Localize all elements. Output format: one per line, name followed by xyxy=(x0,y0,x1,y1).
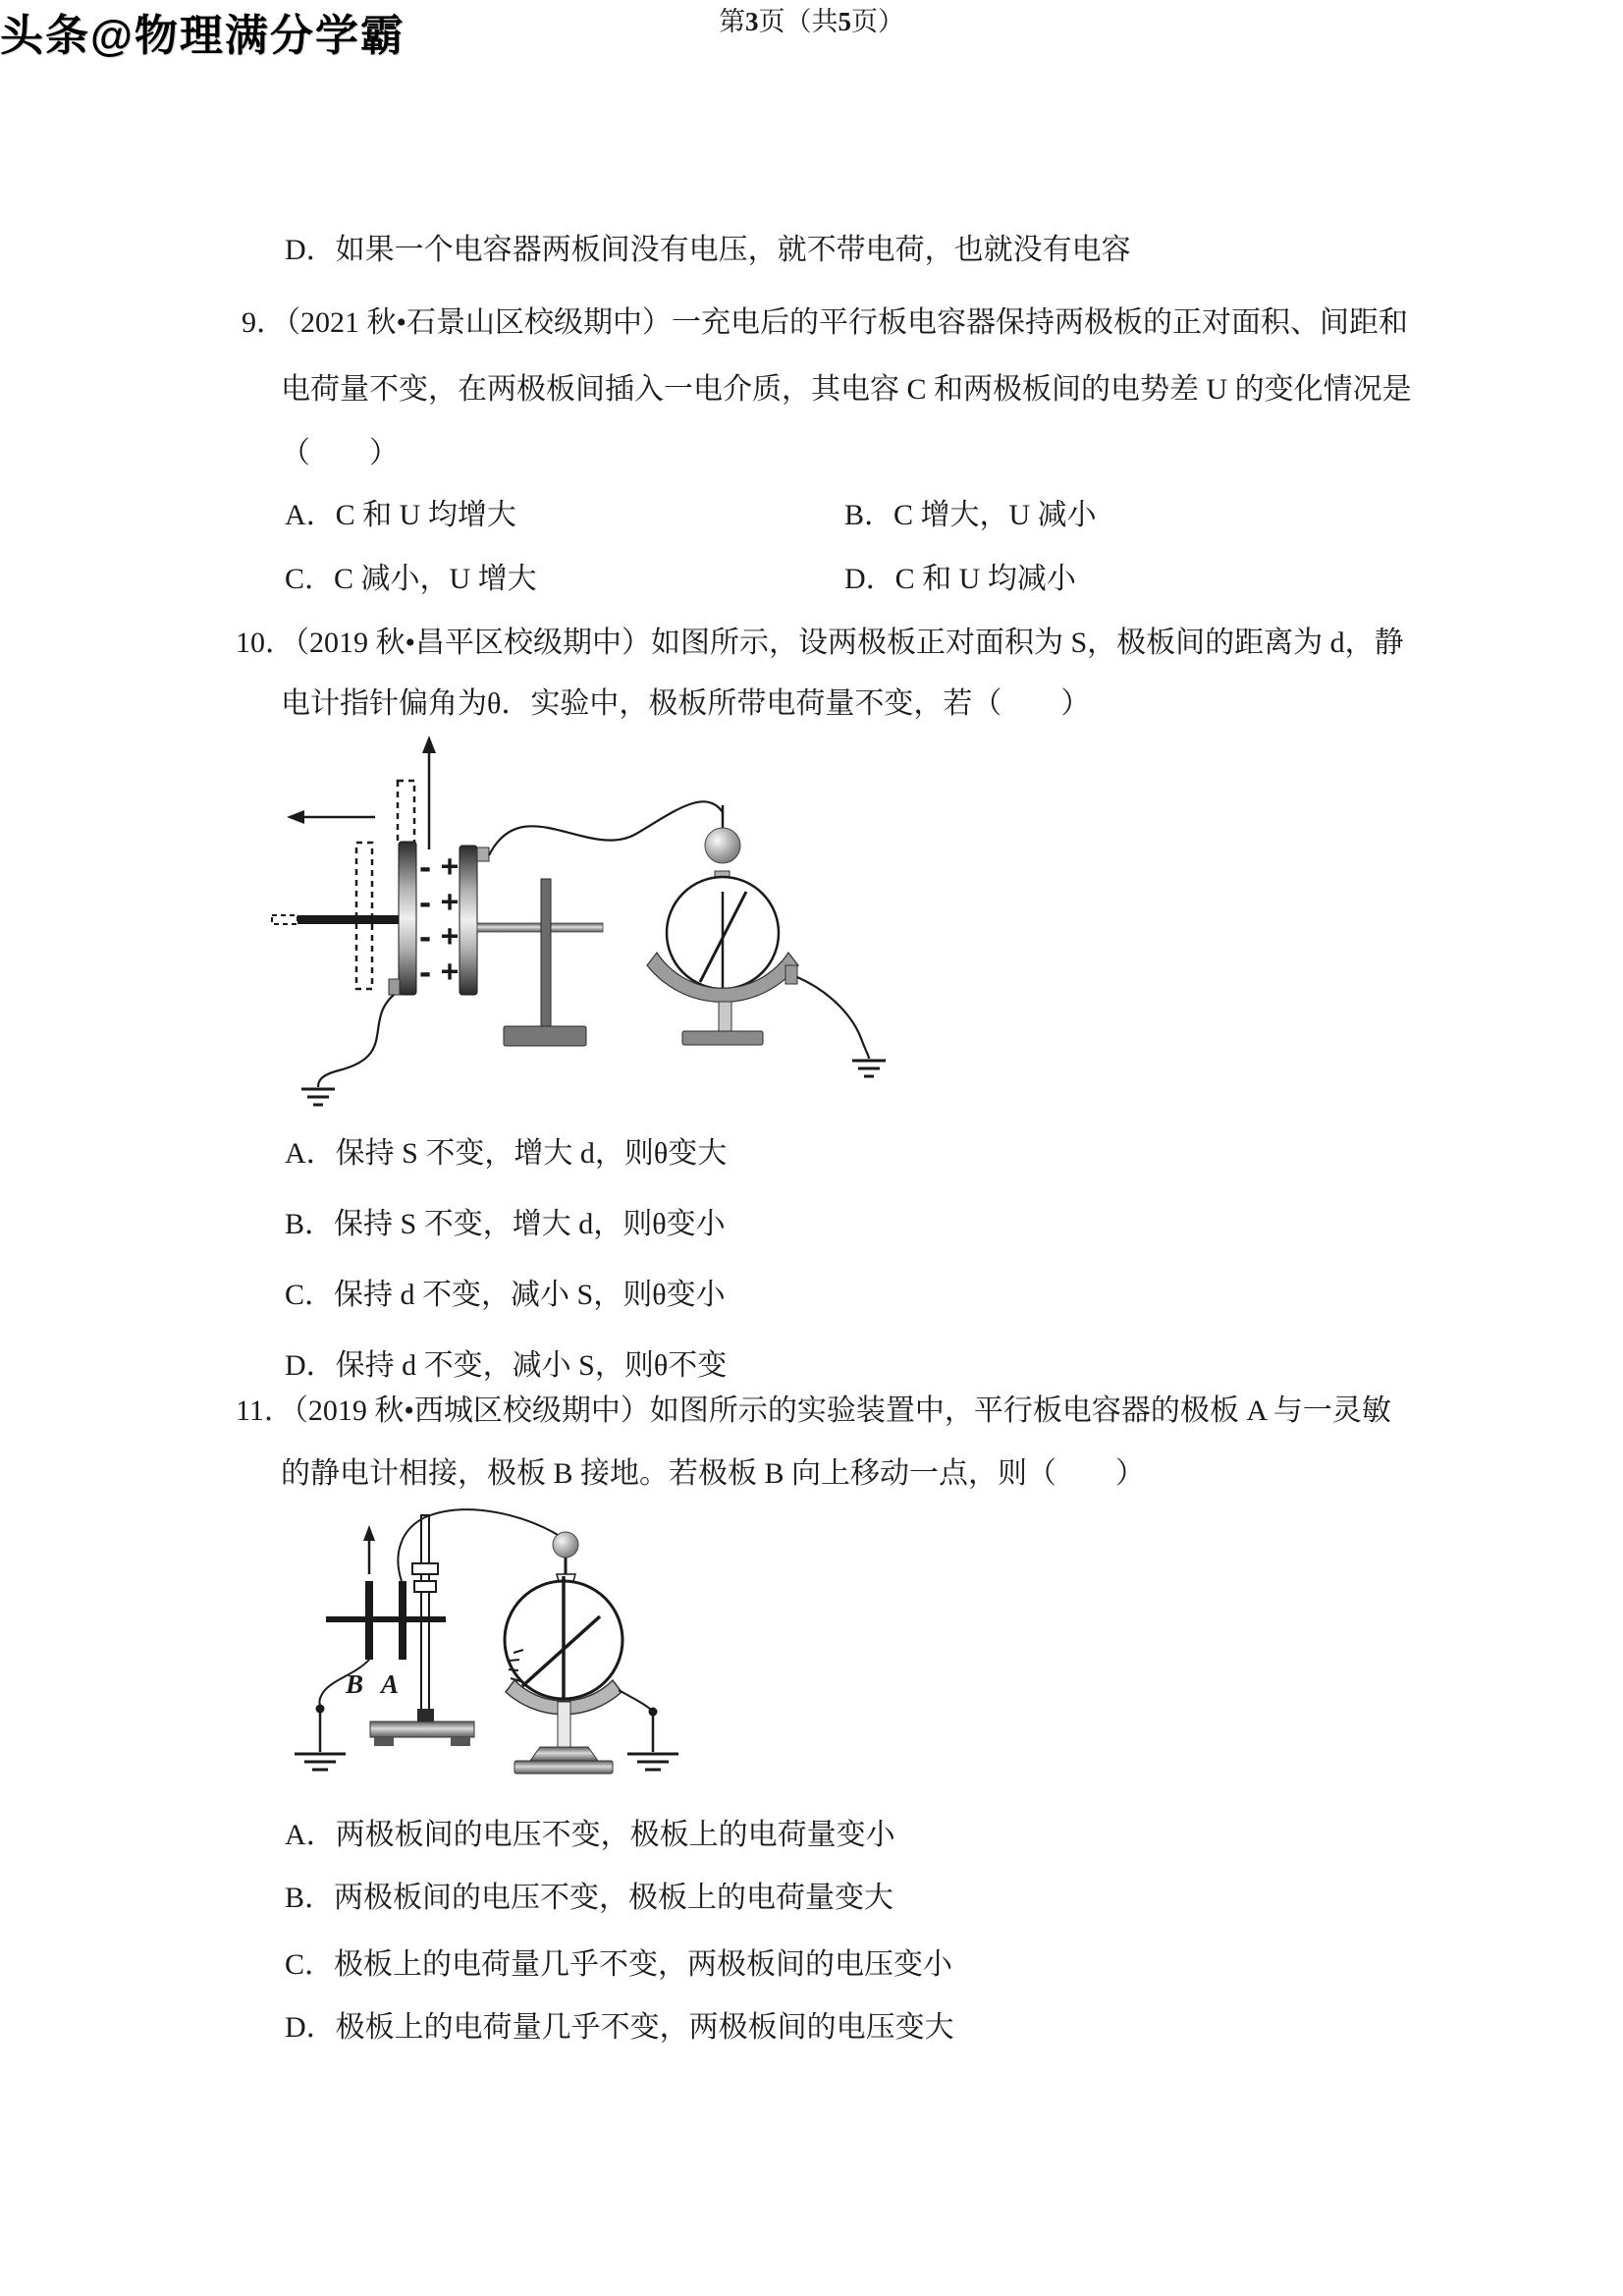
ghost-handle-rod xyxy=(272,915,298,924)
q11-option-a: A．两极板间的电压不变，极板上的电荷量变小 xyxy=(285,1819,895,1851)
minus-sign: - xyxy=(415,957,435,991)
plate-a-label: A xyxy=(380,1669,400,1699)
left-plate-terminal xyxy=(389,979,400,995)
plus-sign: + xyxy=(440,849,460,884)
stand-rod xyxy=(421,1515,429,1712)
left-arrow xyxy=(287,810,375,824)
wire-electrometer-to-ground xyxy=(619,1690,651,1710)
stand-boss xyxy=(417,1709,434,1722)
q9-option-a: A．C 和 U 均增大 xyxy=(285,499,516,531)
plus-sign: + xyxy=(440,919,460,954)
plate-support-arm xyxy=(477,923,603,932)
q9-stem-line-1: 9．（2021 秋•石景山区校级期中）一充电后的平行板电容器保持两极板的正对面积、间距和 xyxy=(242,306,1409,339)
charge-signs xyxy=(416,849,459,991)
q9-answer-parens: （ ） xyxy=(281,437,399,469)
electrometer xyxy=(505,1532,622,1774)
electrometer-pedestal xyxy=(719,1002,731,1031)
q11-stem-line-2: 的静电计相接，极板 B 接地。若极板 B 向上移动一点，则（ ） xyxy=(281,1457,1146,1490)
electrometer-pedestal xyxy=(558,1702,570,1747)
q10-apparatus-figure xyxy=(265,732,952,1124)
q10-option-d: D．保持 d 不变，减小 S，则θ不变 xyxy=(285,1349,728,1382)
stand-base xyxy=(504,1026,586,1046)
wire-plate-to-electrometer xyxy=(489,801,723,855)
ball-terminal xyxy=(705,828,740,863)
stand-foot-right xyxy=(451,1737,470,1746)
handle-rod xyxy=(298,915,400,924)
wire-left-to-ground xyxy=(318,995,394,1087)
ghost-plate-moved-up xyxy=(398,781,414,843)
minus-sign: - xyxy=(415,921,435,956)
plus-sign: + xyxy=(440,885,460,919)
wire-electrometer-to-ground xyxy=(797,977,869,1059)
q9-option-c: C．C 减小，U 增大 xyxy=(285,563,537,595)
clamp-lower xyxy=(414,1581,436,1592)
q8-option-d: D．如果一个电容器两板间没有电压，就不带电荷，也就没有电容 xyxy=(285,234,1131,266)
clamp-upper xyxy=(412,1563,438,1574)
right-plate-terminal xyxy=(477,847,489,861)
footer-prefix: 第 xyxy=(719,7,745,36)
footer-total-pages: 5 xyxy=(838,7,851,36)
stand-post xyxy=(541,879,551,1028)
watermark: 头条@物理满分学霸 xyxy=(0,12,406,60)
q11-option-c: C．极板上的电荷量几乎不变，两极板间的电压变小 xyxy=(285,1948,953,1981)
q9-stem-line-2: 电荷量不变，在两极板间插入一电介质，其电容 C 和两极板间的电势差 U 的变化情况是 xyxy=(281,373,1412,406)
retort-stand xyxy=(370,1515,474,1746)
electrometer-base xyxy=(514,1761,613,1774)
footer-page-number: 3 xyxy=(745,7,759,36)
footer-infix: 页（共 xyxy=(758,7,839,36)
q10-option-a: A．保持 S 不变，增大 d，则θ变大 xyxy=(285,1137,728,1170)
stand-base xyxy=(370,1722,474,1737)
ground-symbol-right xyxy=(852,1061,886,1076)
ground-symbol-left xyxy=(301,1089,335,1105)
electrometer-base xyxy=(682,1031,763,1045)
stand-foot-left xyxy=(374,1737,394,1746)
plate-crossbar xyxy=(326,1616,446,1622)
ground-symbol-right xyxy=(627,1754,678,1770)
up-arrow xyxy=(363,1525,375,1574)
q10-stem-line-2: 电计指针偏角为θ．实验中，极板所带电荷量不变，若（ ） xyxy=(281,687,1091,720)
electrometer xyxy=(647,805,798,1045)
q10-option-b: B．保持 S 不变，增大 d，则θ变小 xyxy=(285,1208,726,1240)
footer-suffix: 页） xyxy=(851,7,904,36)
q11-stem-line-1: 11．（2019 秋•西城区校级期中）如图所示的实验装置中，平行板电容器的极板 A 与一灵敏 xyxy=(236,1394,1391,1427)
up-arrow xyxy=(422,736,436,849)
cradle-terminal xyxy=(785,965,797,984)
q11-option-d: D．极板上的电荷量几乎不变，两极板间的电压变大 xyxy=(285,2011,954,2044)
q9-option-b: B．C 增大，U 减小 xyxy=(844,499,1097,531)
capacitor-right-plate xyxy=(460,846,477,995)
q11-apparatus-figure xyxy=(226,1507,697,1812)
minus-sign: - xyxy=(415,851,435,886)
capacitor-left-plate xyxy=(399,842,416,995)
q9-option-d: D．C 和 U 均减小 xyxy=(844,563,1076,595)
pedestal-flare xyxy=(530,1747,598,1761)
ball-terminal xyxy=(553,1532,578,1558)
plus-sign: + xyxy=(440,955,460,989)
q10-option-c: C．保持 d 不变，减小 S，则θ变小 xyxy=(285,1279,726,1311)
ground-symbol-left xyxy=(295,1754,346,1770)
minus-sign: - xyxy=(415,887,435,921)
plate-b-label: B xyxy=(345,1669,364,1699)
q10-stem-line-1: 10．（2019 秋•昌平区校级期中）如图所示，设两极板正对面积为 S，极板间的距离为 d，静 xyxy=(236,627,1404,659)
q11-option-b: B．两极板间的电压不变，极板上的电荷量变大 xyxy=(285,1882,894,1914)
